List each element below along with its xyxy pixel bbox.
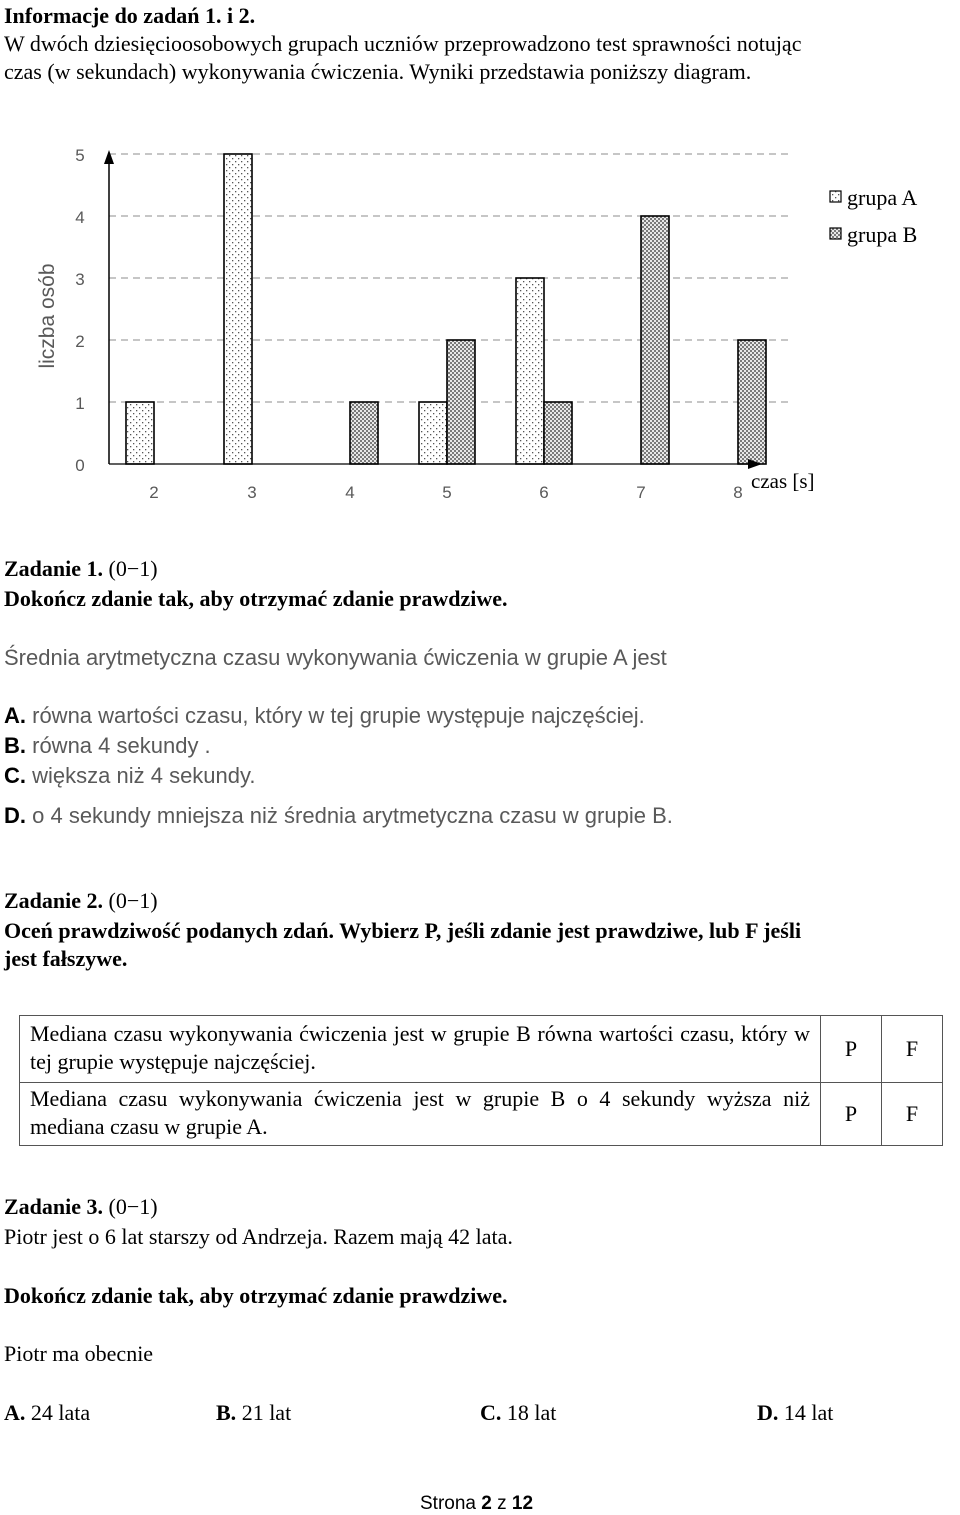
task2-instruction-1: Oceń prawdziwość podanych zdań. Wybierz P, jeśli zdanie jest prawdziwe, lub F jeśli xyxy=(4,918,802,943)
legend-swatch-b xyxy=(830,228,841,239)
footer-total: 12 xyxy=(511,1493,534,1514)
footer-sep: z xyxy=(497,1493,507,1514)
task3-option-a[interactable] xyxy=(4,1400,90,1426)
option-letter: D. xyxy=(4,803,26,828)
option-letter: D. xyxy=(757,1400,779,1425)
task1-instruction: Dokończ zdanie tak, aby otrzymać zdanie prawdziwe. xyxy=(4,586,508,611)
bars xyxy=(126,154,766,464)
task3-option-c[interactable] xyxy=(480,1400,556,1426)
x-tick-label: 4 xyxy=(345,483,355,502)
legend-swatch-a xyxy=(830,191,841,202)
footer-page: 2 xyxy=(481,1493,492,1514)
task3-instruction: Dokończ zdanie tak, aby otrzymać zdanie prawdziwe. xyxy=(4,1283,508,1308)
task2-header xyxy=(4,888,158,914)
statement-cell: Mediana czasu wykonywania ćwiczenia jest w grupie B równa wartości czasu, który w tej grupie występuje najczęściej. xyxy=(20,1016,821,1083)
option-text: 14 lat xyxy=(783,1400,834,1425)
y-axis-label: liczba osób xyxy=(36,263,59,369)
answer-f-cell[interactable]: F xyxy=(882,1083,943,1146)
bar-b-6 xyxy=(544,402,572,464)
info-line-2: czas (w sekundach) wykonywania ćwiczenia. Wyniki przedstawia poniższy diagram. xyxy=(4,59,752,84)
x-tick-label: 3 xyxy=(247,483,257,502)
bar-a-5 xyxy=(419,402,447,464)
info-line-1: W dwóch dziesięcioosobowych grupach uczniów przeprowadzono test sprawności notując xyxy=(4,31,802,56)
answer-f-cell[interactable]: F xyxy=(882,1016,943,1083)
task3-title: Zadanie 3. xyxy=(4,1194,104,1219)
legend-label-b: grupa B xyxy=(847,222,918,247)
task1-option-c[interactable] xyxy=(4,763,256,789)
task3-option-d[interactable] xyxy=(757,1400,833,1426)
x-tick-label: 2 xyxy=(149,483,159,502)
option-letter: C. xyxy=(4,763,26,788)
legend xyxy=(830,185,917,247)
task1-title: Zadanie 1. xyxy=(4,556,104,581)
task1-option-d[interactable] xyxy=(4,803,673,829)
page-footer xyxy=(420,1493,533,1515)
task2-instruction-2: jest fałszywe. xyxy=(4,946,128,971)
bar-a-3 xyxy=(224,154,252,464)
option-text: 24 lata xyxy=(30,1400,91,1425)
y-tick-label: 3 xyxy=(75,270,85,289)
option-letter: A. xyxy=(4,703,26,728)
option-letter: A. xyxy=(4,1400,26,1425)
y-tick-label: 4 xyxy=(75,208,85,227)
x-tick-label: 7 xyxy=(636,483,646,502)
task3-option-b[interactable] xyxy=(216,1400,291,1426)
y-axis-arrow-icon xyxy=(104,150,114,164)
bar-chart xyxy=(0,130,960,520)
option-text: większa niż 4 sekundy. xyxy=(32,763,256,788)
bar-a-2 xyxy=(126,402,154,464)
y-tick-label: 5 xyxy=(75,146,85,165)
legend-label-a: grupa A xyxy=(847,185,918,210)
statement-cell: Mediana czasu wykonywania ćwiczenia jest w grupie B o 4 sekundy wyższa niż mediana czasu w grupie A. xyxy=(20,1083,821,1146)
task1-points: (0−1) xyxy=(108,556,158,581)
bar-b-5 xyxy=(447,340,475,464)
x-tick-label: 8 xyxy=(733,483,743,502)
task3-stem: Piotr ma obecnie xyxy=(4,1341,154,1366)
bar-b-8 xyxy=(738,340,766,464)
table-row xyxy=(20,1016,943,1083)
task1-option-a[interactable] xyxy=(4,703,645,729)
task1-header xyxy=(4,556,158,582)
info-heading: Informacje do zadań 1. i 2. xyxy=(4,3,256,28)
option-letter: B. xyxy=(216,1400,237,1425)
task2-points: (0−1) xyxy=(108,888,158,913)
task2-title: Zadanie 2. xyxy=(4,888,104,913)
y-tick-label: 1 xyxy=(75,394,85,413)
task1-option-b[interactable] xyxy=(4,733,211,759)
task3-text: Piotr jest o 6 lat starszy od Andrzeja. Razem mają 42 lata. xyxy=(4,1224,513,1249)
task3-header xyxy=(4,1194,158,1220)
task3-points: (0−1) xyxy=(108,1194,158,1219)
table-row xyxy=(20,1083,943,1146)
bar-b-4 xyxy=(350,402,378,464)
option-text: równa wartości czasu, który w tej grupie występuje najczęściej. xyxy=(32,703,645,728)
x-axis-label: czas [s] xyxy=(751,469,815,493)
option-text: równa 4 sekundy . xyxy=(32,733,211,758)
option-text: 21 lat xyxy=(241,1400,292,1425)
option-text: 18 lat xyxy=(506,1400,557,1425)
true-false-table xyxy=(19,1015,943,1146)
option-letter: B. xyxy=(4,733,26,758)
x-tick-label: 6 xyxy=(539,483,549,502)
option-letter: C. xyxy=(480,1400,502,1425)
task1-stem: Średnia arytmetyczna czasu wykonywania ćwiczenia w grupie A jest xyxy=(4,645,667,670)
option-text: o 4 sekundy mniejsza niż średnia arytmetyczna czasu w grupie B. xyxy=(32,803,673,828)
bar-b-7 xyxy=(641,216,669,464)
bar-a-6 xyxy=(516,278,544,464)
answer-p-cell[interactable]: P xyxy=(821,1083,882,1146)
footer-label: Strona xyxy=(420,1493,476,1514)
y-tick-label: 2 xyxy=(75,332,85,351)
x-tick-label: 5 xyxy=(442,483,452,502)
y-tick-label: 0 xyxy=(75,456,85,475)
answer-p-cell[interactable]: P xyxy=(821,1016,882,1083)
